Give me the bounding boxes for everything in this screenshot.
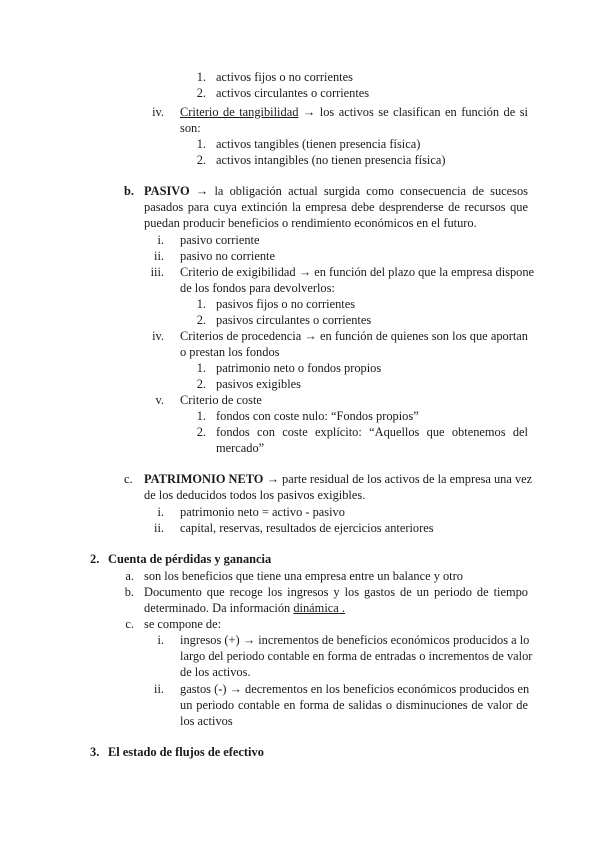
criterio-tangibilidad-text: → los activos se clasifican en función de si: [302, 105, 528, 119]
letter-marker: a.: [125, 569, 134, 583]
roman-marker: i.: [157, 233, 164, 247]
text-line: ingresos (+) → incrementos de beneficios económicos producidos a lo: [180, 633, 530, 647]
patrimonio-title: PATRIMONIO NETO: [144, 472, 264, 486]
section-title: El estado de flujos de efectivo: [108, 745, 264, 759]
pasivo-marker: b.: [124, 184, 134, 198]
roman-marker: iv.: [152, 329, 164, 343]
list-number: 1.: [196, 297, 206, 311]
roman-marker: iii.: [150, 265, 164, 279]
text-line: de los activos.: [180, 665, 251, 679]
list-item: pasivo corriente: [180, 233, 260, 247]
pasivo-line-3: puedan producir beneficios o rendimiento económicos en el futuro.: [144, 216, 477, 230]
list-number: 1.: [196, 70, 206, 84]
list-item: capital, reservas, resultados de ejercicios anteriores: [180, 521, 434, 535]
list-item: Criterio de coste: [180, 393, 262, 407]
text-line: un periodo contable en forma de salidas o disminuciones de valor de: [180, 698, 528, 712]
letter-marker: c.: [125, 617, 134, 631]
list-item-continuation: mercado”: [216, 441, 265, 455]
roman-marker: v.: [155, 393, 164, 407]
text-line: Criterios de procedencia → en función de quienes son los que aportan: [180, 329, 528, 343]
text-line: gastos (-) → decrementos en los beneficios económicos producidos en: [180, 682, 530, 696]
list-item: pasivos circulantes o corrientes: [216, 313, 372, 327]
list-number: 1.: [196, 409, 206, 423]
list-item: pasivo no corriente: [180, 249, 275, 263]
list-item: patrimonio neto = activo - pasivo: [180, 505, 345, 519]
pasivo-text: → la obligación actual surgida como consecuencia de sucesos: [195, 184, 528, 198]
section-number: 2.: [90, 552, 100, 566]
text-line: o prestan los fondos: [180, 345, 280, 359]
list-item: activos fijos o no corrientes: [216, 70, 353, 84]
roman-marker: ii.: [154, 249, 164, 263]
list-item: pasivos exigibles: [216, 377, 302, 391]
list-item: patrimonio neto o fondos propios: [216, 361, 382, 375]
text-line: Criterio de exigibilidad → en función del plazo que la empresa dispone: [180, 265, 535, 279]
letter-marker: b.: [124, 585, 134, 599]
roman-marker: ii.: [154, 521, 164, 535]
list-item: fondos con coste nulo: “Fondos propios”: [216, 409, 419, 423]
text-span: determinado. Da información: [144, 601, 291, 615]
roman-marker: iv.: [152, 105, 164, 119]
list-item: se compone de:: [144, 617, 222, 631]
patrimonio-marker: c.: [124, 472, 133, 486]
roman-marker: i.: [157, 633, 164, 647]
text-line: los activos: [180, 714, 233, 728]
pasivo-line-1: [144, 183, 528, 199]
dinamica-term: dinámica: [293, 601, 339, 615]
section-title: Cuenta de pérdidas y ganancia: [108, 552, 272, 566]
text-span: .: [338, 601, 345, 615]
list-number: 2.: [196, 377, 206, 391]
patrimonio-text: → parte residual de los activos de la empresa una vez: [266, 472, 533, 486]
list-number: 1.: [196, 137, 206, 151]
patrimonio-line-2: de los deducidos todos los pasivos exigibles.: [144, 488, 366, 502]
criterio-tangibilidad-title: Criterio de tangibilidad: [180, 105, 299, 119]
list-item: activos tangibles (tienen presencia física): [216, 137, 421, 151]
criterio-tangibilidad-line: [180, 104, 528, 120]
list-item: son los beneficios que tiene una empresa entre un balance y otro: [144, 569, 463, 583]
list-number: 2.: [196, 313, 206, 327]
list-item: fondos con coste explícito: “Aquellos que obtenemos del: [216, 425, 528, 439]
text-line: de los fondos para devolverlos:: [180, 281, 335, 295]
roman-marker: i.: [157, 505, 164, 519]
text-line: son:: [180, 121, 201, 135]
list-number: 2.: [196, 153, 206, 167]
section-number: 3.: [90, 745, 100, 759]
list-number: 1.: [196, 361, 206, 375]
list-item: pasivos fijos o no corrientes: [216, 297, 356, 311]
pasivo-line-2: pasados para cuya extinción la empresa debe desprenderse de recursos que: [144, 200, 528, 214]
list-number: 2.: [196, 86, 206, 100]
list-item: Documento que recoge los ingresos y los gastos de un periodo de tiempo: [144, 585, 528, 599]
list-item-continuation: [144, 600, 345, 616]
list-item: activos intangibles (no tienen presencia física): [216, 153, 446, 167]
text-line: largo del periodo contable en forma de entradas o incrementos de valor: [180, 649, 533, 663]
patrimonio-line-1: [144, 471, 533, 487]
roman-marker: ii.: [154, 682, 164, 696]
list-item: activos circulantes o corrientes: [216, 86, 370, 100]
list-number: 2.: [196, 425, 206, 439]
pasivo-title: PASIVO: [144, 184, 190, 198]
